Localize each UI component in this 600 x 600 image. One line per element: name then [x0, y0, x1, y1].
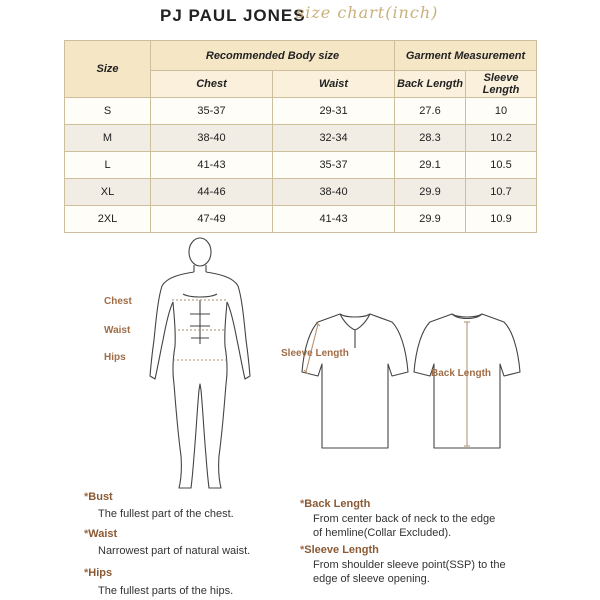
sleeve-length-figure-label: Sleeve Length [281, 348, 349, 359]
body-figure [145, 234, 255, 496]
hips-definition-text: The fullest parts of the hips. [98, 585, 234, 597]
back-length-column-header: Back Length [395, 71, 466, 98]
waist-column-header: Waist [273, 71, 395, 98]
waist-cell: 35-37 [273, 152, 395, 179]
size-cell: L [65, 152, 151, 179]
table-header-row [65, 41, 537, 71]
table-row [65, 206, 537, 233]
back-length-definition-line-1: From center back of neck to the edge [313, 513, 496, 525]
hips-star-icon: * [84, 567, 89, 579]
back-length-cell: 29.9 [395, 206, 466, 233]
sleeve-length-definition-line-2: edge of sleeve opening. [313, 573, 430, 585]
waist-definition-title [84, 528, 117, 540]
back-length-star-icon: * [300, 498, 305, 510]
chest-cell: 38-40 [151, 125, 273, 152]
sleeve-length-cell: 10.2 [466, 125, 537, 152]
waist-title-text: Waist [88, 528, 118, 540]
bust-title-text: Bust [88, 491, 113, 503]
size-cell: M [65, 125, 151, 152]
back-length-cell: 29.9 [395, 179, 466, 206]
waist-cell: 38-40 [273, 179, 395, 206]
size-chart-subtitle: size chart(inch) [296, 3, 439, 22]
size-cell: S [65, 98, 151, 125]
chest-cell: 44-46 [151, 179, 273, 206]
waist-cell: 29-31 [273, 98, 395, 125]
back-length-figure-label: Back Length [431, 368, 492, 379]
chest-figure-label: Chest [104, 296, 132, 307]
sleeve-length-star-icon: * [300, 544, 305, 556]
hips-definition-title [84, 567, 112, 579]
back-length-title-text: Back Length [304, 498, 371, 510]
chest-cell: 35-37 [151, 98, 273, 125]
back-length-cell: 28.3 [395, 125, 466, 152]
brand-name: PJ PAUL JONES [160, 6, 306, 25]
bust-definition-text: The fullest part of the chest. [98, 508, 234, 520]
back-length-definition-title [300, 498, 370, 510]
shirt-front-figure [300, 308, 410, 453]
chest-cell: 47-49 [151, 206, 273, 233]
size-chart-table [64, 40, 537, 233]
body-size-group-header: Recommended Body size [151, 41, 395, 71]
waist-figure-label: Waist [104, 325, 131, 336]
sleeve-length-column-header: Sleeve Length [466, 71, 537, 98]
back-length-cell: 29.1 [395, 152, 466, 179]
size-column-header: Size [65, 41, 151, 98]
bust-definition-title [84, 491, 113, 503]
size-cell: XL [65, 179, 151, 206]
chest-cell: 41-43 [151, 152, 273, 179]
back-length-definition-line-2: of hemline(Collar Excluded). [313, 527, 452, 539]
sleeve-length-cell: 10.5 [466, 152, 537, 179]
garment-group-header: Garment Measurement [395, 41, 537, 71]
sleeve-length-cell: 10 [466, 98, 537, 125]
table-row [65, 152, 537, 179]
sleeve-length-cell: 10.7 [466, 179, 537, 206]
back-length-cell: 27.6 [395, 98, 466, 125]
waist-cell: 32-34 [273, 125, 395, 152]
waist-star-icon: * [84, 528, 89, 540]
chest-column-header: Chest [151, 71, 273, 98]
table-row [65, 179, 537, 206]
waist-definition-text: Narrowest part of natural waist. [98, 545, 251, 557]
title-row [0, 0, 600, 36]
size-cell: 2XL [65, 206, 151, 233]
waist-cell: 41-43 [273, 206, 395, 233]
sleeve-length-definition-line-1: From shoulder sleeve point(SSP) to the [313, 559, 506, 571]
hips-title-text: Hips [88, 567, 113, 579]
sleeve-length-definition-title [300, 544, 379, 556]
table-row [65, 98, 537, 125]
sleeve-length-cell: 10.9 [466, 206, 537, 233]
shirt-back-figure [412, 308, 522, 453]
bust-star-icon: * [84, 491, 89, 503]
hips-figure-label: Hips [104, 352, 126, 363]
sleeve-length-title-text: Sleeve Length [304, 544, 379, 556]
table-row [65, 125, 537, 152]
